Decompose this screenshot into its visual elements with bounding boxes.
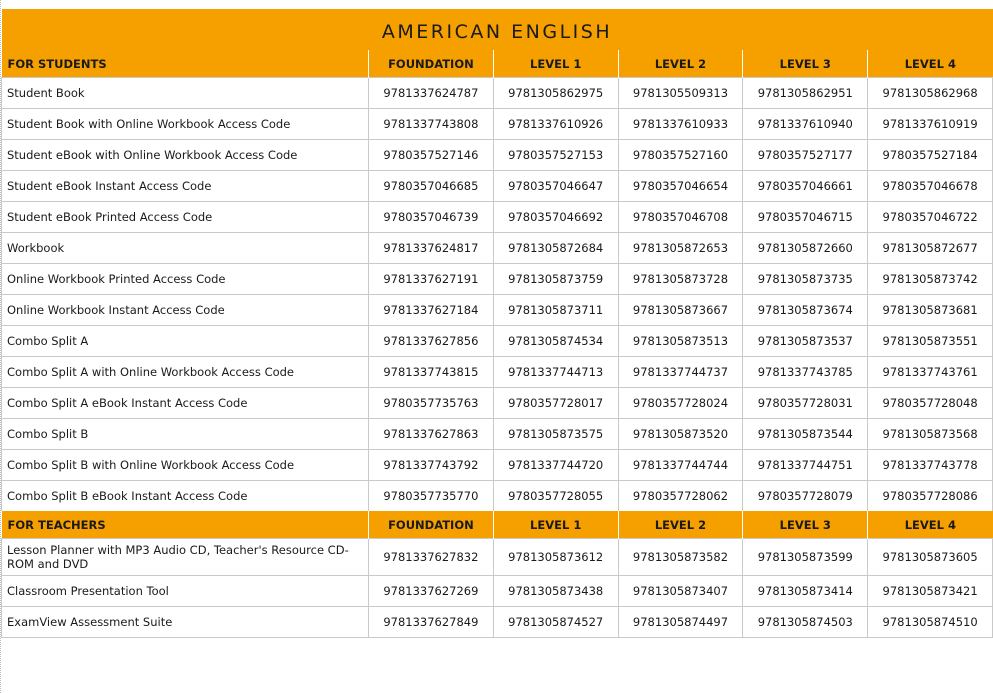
table-row: [2, 202, 993, 233]
isbn-cell: 9780357046678: [868, 171, 993, 202]
isbn-cell: 9780357046715: [743, 202, 868, 233]
isbn-cell: 9781305873742: [868, 264, 993, 295]
isbn-cell: 9780357728024: [618, 388, 743, 419]
column-header: FOUNDATION: [369, 511, 494, 539]
isbn-cell: 9781305873711: [493, 295, 618, 326]
isbn-cell: 9780357728017: [493, 388, 618, 419]
isbn-cell: 9781337627863: [369, 419, 494, 450]
isbn-cell: 9781305873568: [868, 419, 993, 450]
isbn-cell: 9781337743778: [868, 450, 993, 481]
teachers-header-row: [2, 511, 993, 539]
isbn-cell: 9781305874510: [868, 607, 993, 638]
isbn-cell: 9781305873407: [618, 576, 743, 607]
isbn-table: [1, 9, 993, 638]
title-row: [2, 9, 993, 50]
isbn-cell: 9781337744720: [493, 450, 618, 481]
product-name-cell: Student Book: [2, 78, 369, 109]
table-row: [2, 481, 993, 512]
isbn-cell: 9781337743815: [369, 357, 494, 388]
table-row: [2, 357, 993, 388]
table-row: [2, 326, 993, 357]
isbn-cell: 9781305873599: [743, 539, 868, 576]
column-header: FOUNDATION: [369, 50, 494, 78]
isbn-cell: 9781305874527: [493, 607, 618, 638]
isbn-cell: 9781337743785: [743, 357, 868, 388]
table-row: [2, 388, 993, 419]
isbn-cell: 9781337743792: [369, 450, 494, 481]
isbn-cell: 9781305873537: [743, 326, 868, 357]
isbn-cell: 9781305873735: [743, 264, 868, 295]
table-row: [2, 576, 993, 607]
isbn-cell: 9781337627269: [369, 576, 494, 607]
isbn-cell: 9781337744751: [743, 450, 868, 481]
isbn-cell: 9780357735763: [369, 388, 494, 419]
isbn-cell: 9781305873582: [618, 539, 743, 576]
table-row: [2, 264, 993, 295]
isbn-cell: 9780357527184: [868, 140, 993, 171]
table-row: [2, 109, 993, 140]
table-row: [2, 171, 993, 202]
isbn-cell: 9780357728062: [618, 481, 743, 512]
product-name-cell: Classroom Presentation Tool: [2, 576, 369, 607]
isbn-cell: 9781337624817: [369, 233, 494, 264]
column-header: LEVEL 4: [868, 511, 993, 539]
isbn-cell: 9780357728031: [743, 388, 868, 419]
isbn-cell: 9781305873728: [618, 264, 743, 295]
isbn-cell: 9781337610926: [493, 109, 618, 140]
isbn-cell: 9781305873414: [743, 576, 868, 607]
column-header: LEVEL 3: [743, 511, 868, 539]
isbn-cell: 9781305874534: [493, 326, 618, 357]
isbn-cell: 9780357735770: [369, 481, 494, 512]
isbn-cell: 9781305873544: [743, 419, 868, 450]
isbn-cell: 9780357046654: [618, 171, 743, 202]
product-name-cell: ExamView Assessment Suite: [2, 607, 369, 638]
isbn-cell: 9781337627191: [369, 264, 494, 295]
section-heading: FOR TEACHERS: [2, 511, 369, 539]
product-name-cell: Combo Split A with Online Workbook Access Code: [2, 357, 369, 388]
isbn-cell: 9781337743808: [369, 109, 494, 140]
table-row: [2, 295, 993, 326]
isbn-cell: 9781305872684: [493, 233, 618, 264]
column-header: LEVEL 2: [618, 511, 743, 539]
isbn-cell: 9780357046708: [618, 202, 743, 233]
isbn-cell: 9781305874497: [618, 607, 743, 638]
isbn-cell: 9781305873674: [743, 295, 868, 326]
isbn-cell: 9781305872677: [868, 233, 993, 264]
isbn-cell: 9780357527177: [743, 140, 868, 171]
isbn-cell: 9781305873759: [493, 264, 618, 295]
isbn-cell: 9780357046722: [868, 202, 993, 233]
isbn-cell: 9780357728048: [868, 388, 993, 419]
product-name-cell: Combo Split B eBook Instant Access Code: [2, 481, 369, 512]
table-row: [2, 450, 993, 481]
isbn-cell: 9781337627849: [369, 607, 494, 638]
isbn-cell: 9780357527146: [369, 140, 494, 171]
product-name-cell: Combo Split A eBook Instant Access Code: [2, 388, 369, 419]
isbn-cell: 9781305873551: [868, 326, 993, 357]
product-name-cell: Student eBook with Online Workbook Access Code: [2, 140, 369, 171]
product-name-cell: Combo Split A: [2, 326, 369, 357]
isbn-cell: 9781305873612: [493, 539, 618, 576]
isbn-cell: 9781305862975: [493, 78, 618, 109]
column-header: LEVEL 2: [618, 50, 743, 78]
table-row: [2, 607, 993, 638]
table-title: AMERICAN ENGLISH: [2, 9, 993, 50]
isbn-cell: 9780357527153: [493, 140, 618, 171]
column-header: LEVEL 1: [493, 50, 618, 78]
isbn-cell: 9780357728055: [493, 481, 618, 512]
section-heading: FOR STUDENTS: [2, 50, 369, 78]
isbn-cell: 9781305873520: [618, 419, 743, 450]
isbn-cell: 9780357046647: [493, 171, 618, 202]
isbn-cell: 9781337627832: [369, 539, 494, 576]
isbn-cell: 9780357046685: [369, 171, 494, 202]
isbn-cell: 9781337624787: [369, 78, 494, 109]
isbn-cell: 9781305874503: [743, 607, 868, 638]
isbn-cell: 9781305873681: [868, 295, 993, 326]
isbn-cell: 9781337744737: [618, 357, 743, 388]
isbn-cell: 9781337744744: [618, 450, 743, 481]
isbn-cell: 9781337610940: [743, 109, 868, 140]
isbn-cell: 9781305872660: [743, 233, 868, 264]
isbn-cell: 9781305873575: [493, 419, 618, 450]
table-row: [2, 539, 993, 576]
isbn-cell: 9781337610919: [868, 109, 993, 140]
isbn-cell: 9781305873667: [618, 295, 743, 326]
product-name-cell: Student Book with Online Workbook Access Code: [2, 109, 369, 140]
isbn-cell: 9781305862951: [743, 78, 868, 109]
isbn-cell: 9780357728086: [868, 481, 993, 512]
isbn-cell: 9781337744713: [493, 357, 618, 388]
product-name-cell: Online Workbook Printed Access Code: [2, 264, 369, 295]
isbn-cell: 9781337627856: [369, 326, 494, 357]
product-name-cell: Student eBook Printed Access Code: [2, 202, 369, 233]
isbn-cell: 9781305873605: [868, 539, 993, 576]
students-header-row: [2, 50, 993, 78]
product-name-cell: Workbook: [2, 233, 369, 264]
product-name-cell: Online Workbook Instant Access Code: [2, 295, 369, 326]
product-name-cell: Combo Split B: [2, 419, 369, 450]
isbn-cell: 9781305509313: [618, 78, 743, 109]
product-name-cell: Combo Split B with Online Workbook Access Code: [2, 450, 369, 481]
product-name-cell: Student eBook Instant Access Code: [2, 171, 369, 202]
table-row: [2, 140, 993, 171]
isbn-cell: 9781337627184: [369, 295, 494, 326]
isbn-cell: 9780357046692: [493, 202, 618, 233]
isbn-cell: 9781305873438: [493, 576, 618, 607]
isbn-cell: 9781305872653: [618, 233, 743, 264]
isbn-cell: 9780357046661: [743, 171, 868, 202]
column-header: LEVEL 4: [868, 50, 993, 78]
table-row: [2, 78, 993, 109]
isbn-cell: 9780357046739: [369, 202, 494, 233]
column-header: LEVEL 3: [743, 50, 868, 78]
column-header: LEVEL 1: [493, 511, 618, 539]
table-row: [2, 233, 993, 264]
isbn-cell: 9781337743761: [868, 357, 993, 388]
isbn-cell: 9780357728079: [743, 481, 868, 512]
isbn-cell: 9781305862968: [868, 78, 993, 109]
isbn-cell: 9780357527160: [618, 140, 743, 171]
isbn-cell: 9781305873421: [868, 576, 993, 607]
isbn-table-container: [1, 9, 992, 638]
isbn-cell: 9781305873513: [618, 326, 743, 357]
isbn-cell: 9781337610933: [618, 109, 743, 140]
table-row: [2, 419, 993, 450]
product-name-cell: Lesson Planner with MP3 Audio CD, Teacher's Resource CD-ROM and DVD: [2, 539, 369, 576]
